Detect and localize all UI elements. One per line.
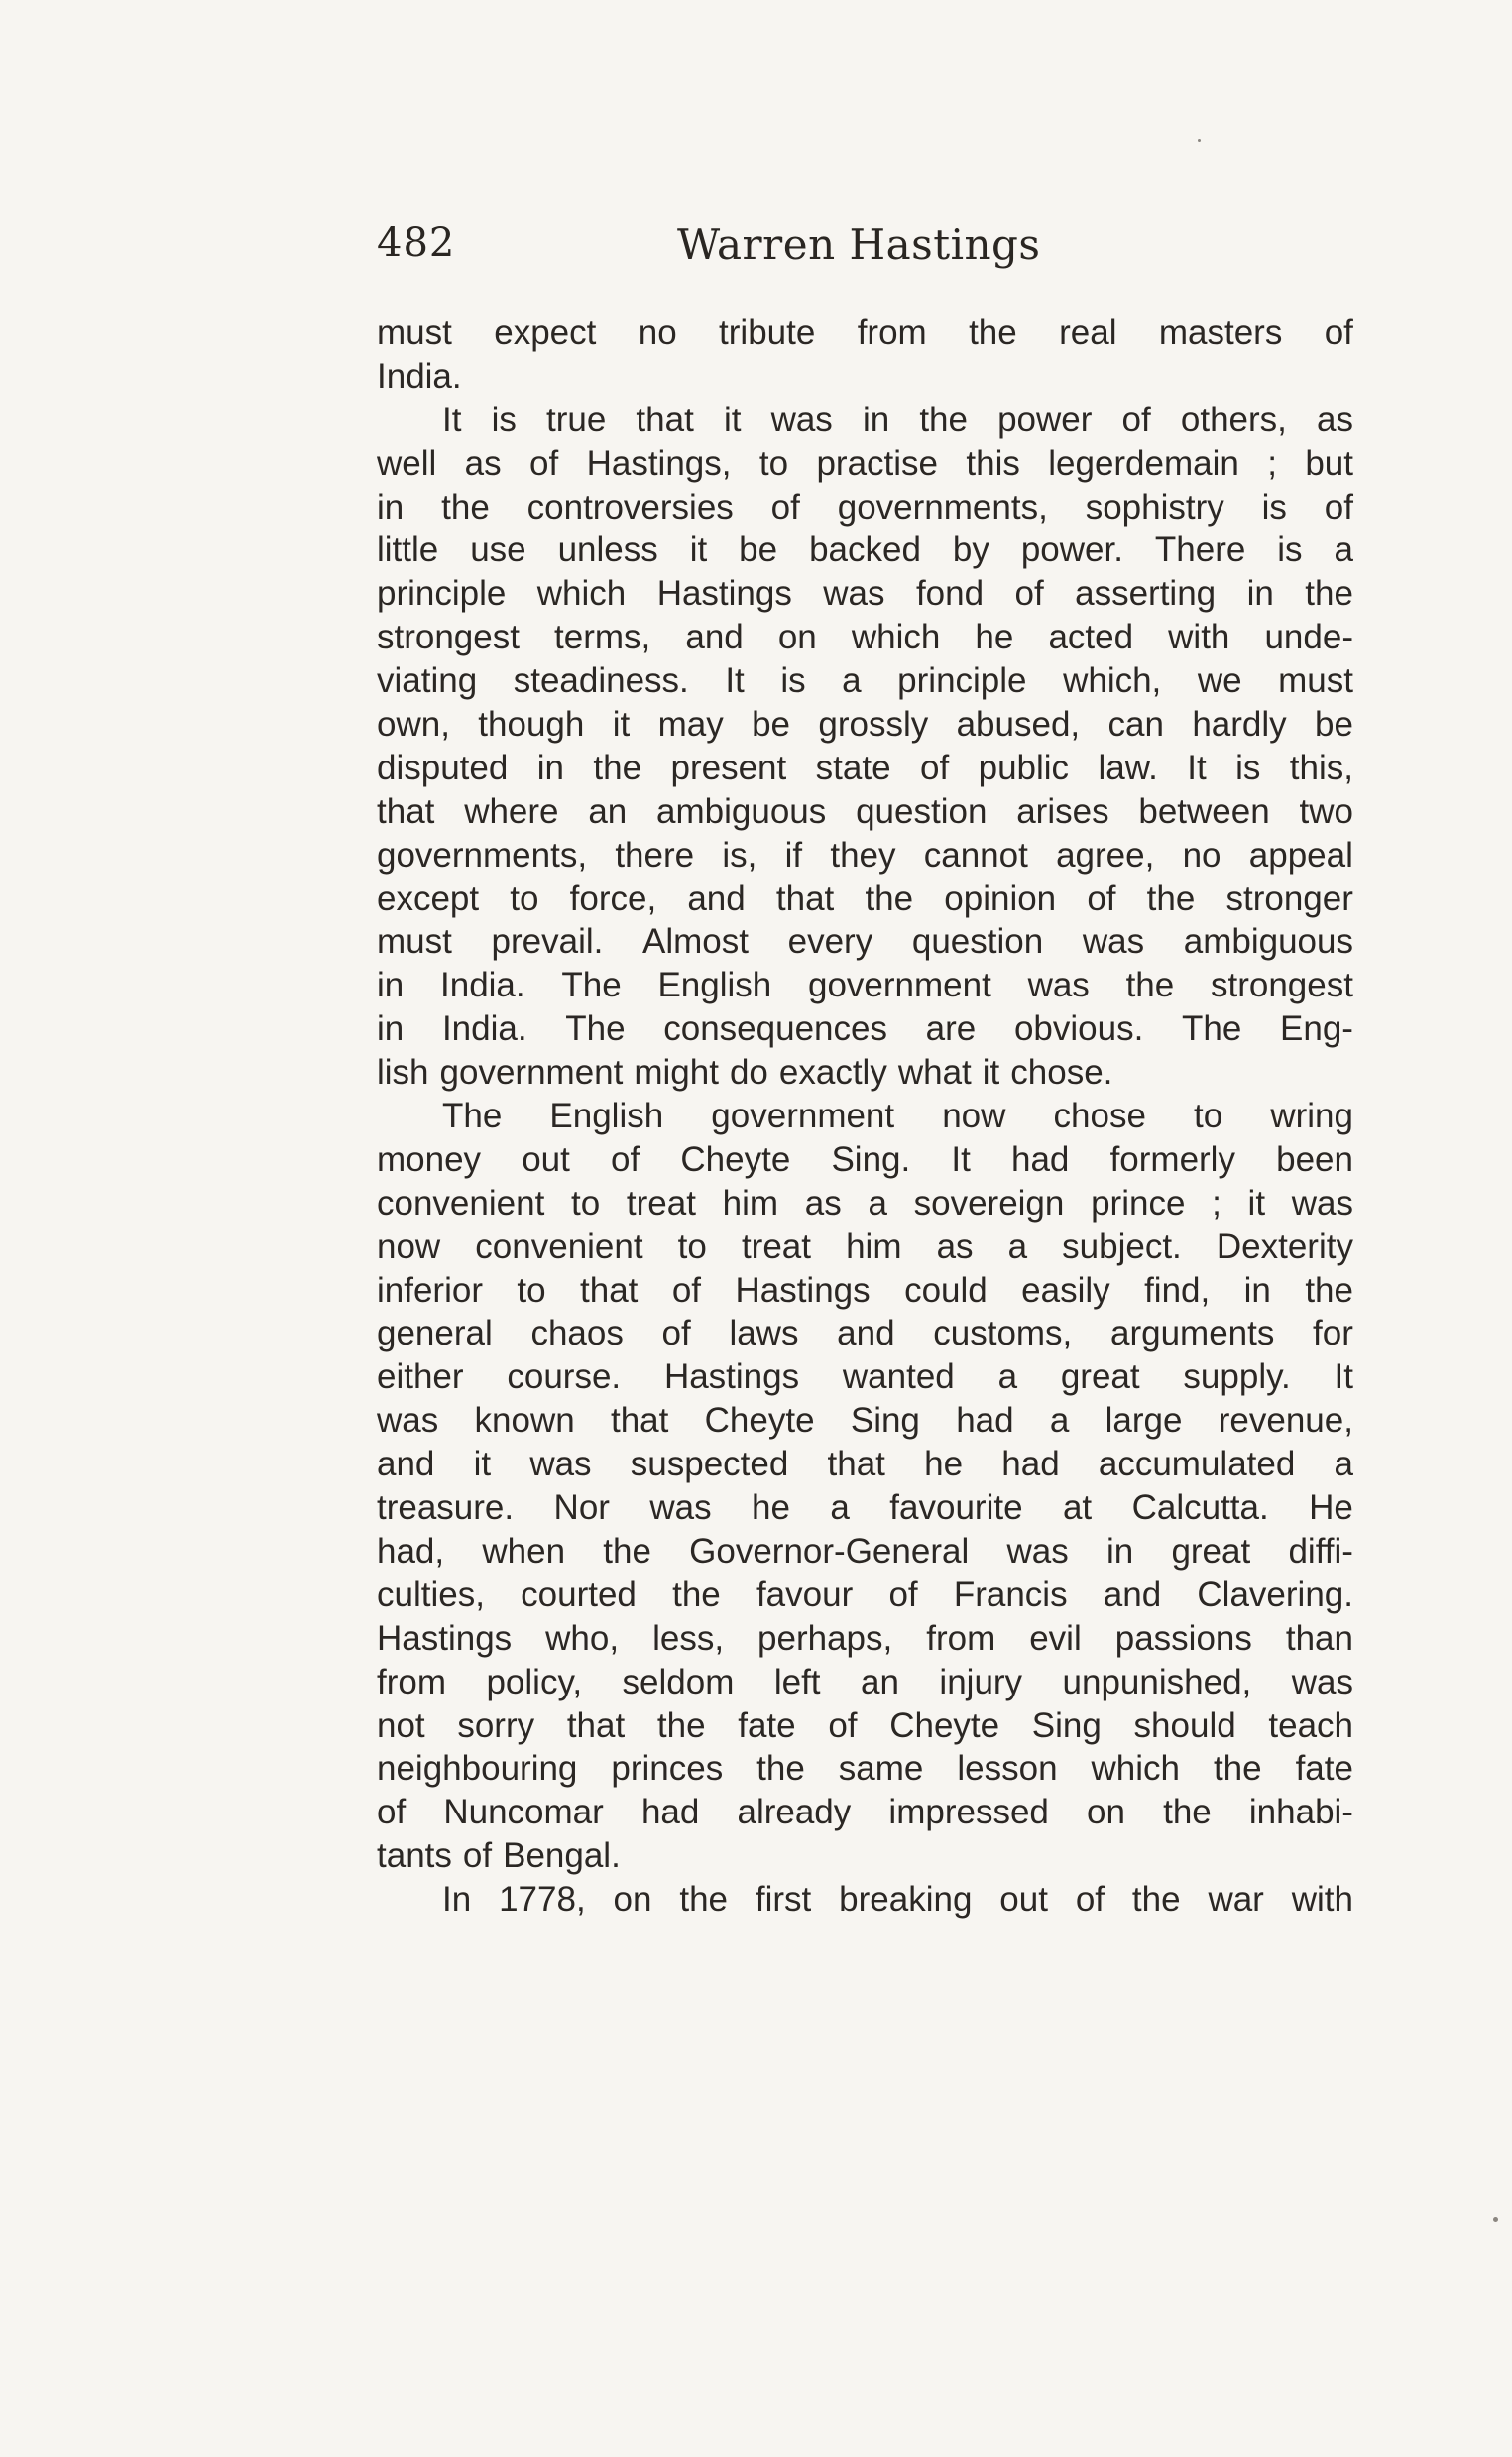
text-line: now convenient to treat him as a subject. Dexterity [377, 1227, 1353, 1266]
text-line: It is true that it was in the power of others, as [442, 400, 1353, 439]
text-line: strongest terms, and on which he acted with unde- [377, 618, 1353, 657]
text-line: and it was suspected that he had accumulated a [377, 1445, 1353, 1484]
text-line: treasure. Nor was he a favourite at Calcutta. He [377, 1488, 1353, 1528]
text-line: had, when the Governor-General was in great diffi- [377, 1531, 1353, 1571]
text-line: viating steadiness. It is a principle which, we must [377, 661, 1353, 701]
text-line: inferior to that of Hastings could easily find, in the [377, 1270, 1353, 1310]
text-line: was known that Cheyte Sing had a large revenue, [377, 1401, 1353, 1441]
text-line: The English government now chose to wring [442, 1097, 1353, 1136]
text-line: must prevail. Almost every question was ambiguous [377, 922, 1353, 962]
text-line: in India. The consequences are obvious. The Eng- [377, 1009, 1353, 1049]
text-line: convenient to treat him as a sovereign prince ; it was [377, 1183, 1353, 1223]
paper-speck [1198, 139, 1201, 142]
text-line: tants of Bengal. [377, 1836, 621, 1876]
text-line: principle which Hastings was fond of asserting in the [377, 574, 1353, 614]
running-title: Warren Hastings [677, 220, 1041, 269]
text-line: of Nuncomar had already impressed on the inhabi- [377, 1793, 1353, 1832]
body-text [377, 311, 1353, 1922]
text-line: that where an ambiguous question arises between two [377, 791, 1353, 831]
text-line: either course. Hastings wanted a great supply. It [377, 1357, 1353, 1397]
text-line: In 1778, on the first breaking out of the war with [442, 1880, 1353, 1920]
text-line: well as of Hastings, to practise this legerdemain ; but [377, 443, 1353, 483]
page-header [377, 220, 1358, 290]
text-line: in India. The English government was the strongest [377, 966, 1353, 1005]
text-line: except to force, and that the opinion of the stronger [377, 878, 1353, 918]
text-line: Hastings who, less, perhaps, from evil passions than [377, 1618, 1353, 1658]
text-line: from policy, seldom left an injury unpunished, was [377, 1662, 1353, 1701]
text-line: money out of Cheyte Sing. It had formerly been [377, 1139, 1353, 1179]
text-line: must expect no tribute from the real masters of [377, 313, 1353, 352]
text-line: little use unless it be backed by power. There is a [377, 530, 1353, 570]
text-line: neighbouring princes the same lesson which the fate [377, 1749, 1353, 1789]
page-number: 482 [377, 220, 456, 266]
text-line: India. [377, 356, 462, 396]
text-line: governments, there is, if they cannot agree, no appeal [377, 835, 1353, 875]
text-line: disputed in the present state of public law. It is this, [377, 748, 1353, 787]
text-line: in the controversies of governments, sophistry is of [377, 487, 1353, 526]
text-line: not sorry that the fate of Cheyte Sing should teach [377, 1705, 1353, 1745]
text-line: culties, courted the favour of Francis and Clavering. [377, 1575, 1353, 1614]
text-line: general chaos of laws and customs, arguments for [377, 1314, 1353, 1353]
text-line: lish government might do exactly what it chose. [377, 1053, 1113, 1093]
paper-speck [1493, 2217, 1498, 2222]
text-line: own, though it may be grossly abused, can hardly be [377, 705, 1353, 745]
